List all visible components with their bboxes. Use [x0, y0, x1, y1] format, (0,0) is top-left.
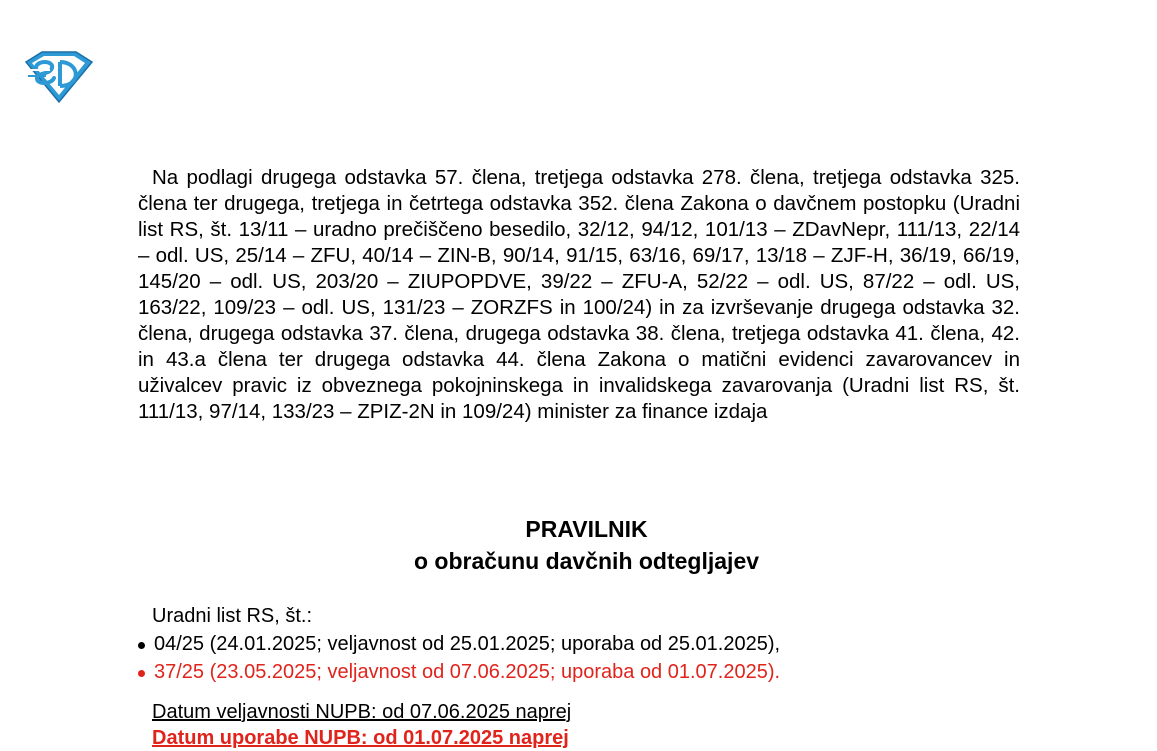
- gazette-list: [152, 630, 780, 686]
- document-subtitle: o obračunu davčnih odtegljajev: [413, 548, 760, 574]
- validity-date: Datum veljavnosti NUPB: od 07.06.2025 naprej: [152, 701, 572, 723]
- document-heading: [0, 513, 1157, 577]
- validity-block: [152, 699, 571, 751]
- sd-logo-icon: [22, 48, 96, 104]
- gazette-item: 04/25 (24.01.2025; veljavnost od 25.01.2025; uporaba od 25.01.2025),: [138, 630, 780, 658]
- gazette-references: [152, 602, 780, 686]
- legal-basis-paragraph: Na podlagi drugega odstavka 57. člena, tretjega odstavka 278. člena, tretjega odstavka 325. člena ter drugega, tretjega in četrtega odstavka 352. člena Zakona o davčnem postopku (Uradni list RS, št. 13/11 – uradno prečiščeno besedilo, 32/12, 94/12, 101/13 – ZDavNepr, 111/13, 22/14 – odl. US, 25/14 – ZFU, 40/14 – ZIN-B, 90/14, 91/15, 63/16, 69/17, 13/18 – ZJF-H, 36/19, 66/19, 145/20 – odl. US, 203/20 – ZIUPOPDVE, 39/22 – ZFU-A, 52/22 – odl. US, 87/22 – odl. US, 163/22, 109/23 – odl. US, 131/23 – ZORZFS in 100/24) in za izvrševanje drugega odstavka 32. člena, drugega odstavka 37. člena, drugega odstavka 38. člena, tretjega odstavka 41. člena, 42. in 43.a člena ter drugega odstavka 44. člena Zakona o matični evidenci zavarovancev in uživalcev pravic iz obveznega pokojninskega in invalidskega zavarovanja (Uradni list RS, št. 111/13, 97/14, 133/23 – ZPIZ-2N in 109/24) minister za finance izdaja: [138, 166, 1020, 423]
- document-title: PRAVILNIK: [525, 516, 648, 542]
- gazette-label: Uradni list RS, št.:: [152, 605, 313, 627]
- use-date: Datum uporabe NUPB: od 01.07.2025 naprej: [152, 727, 569, 749]
- gazette-item-amendment: 37/25 (23.05.2025; veljavnost od 07.06.2025; uporaba od 01.07.2025).: [138, 658, 780, 686]
